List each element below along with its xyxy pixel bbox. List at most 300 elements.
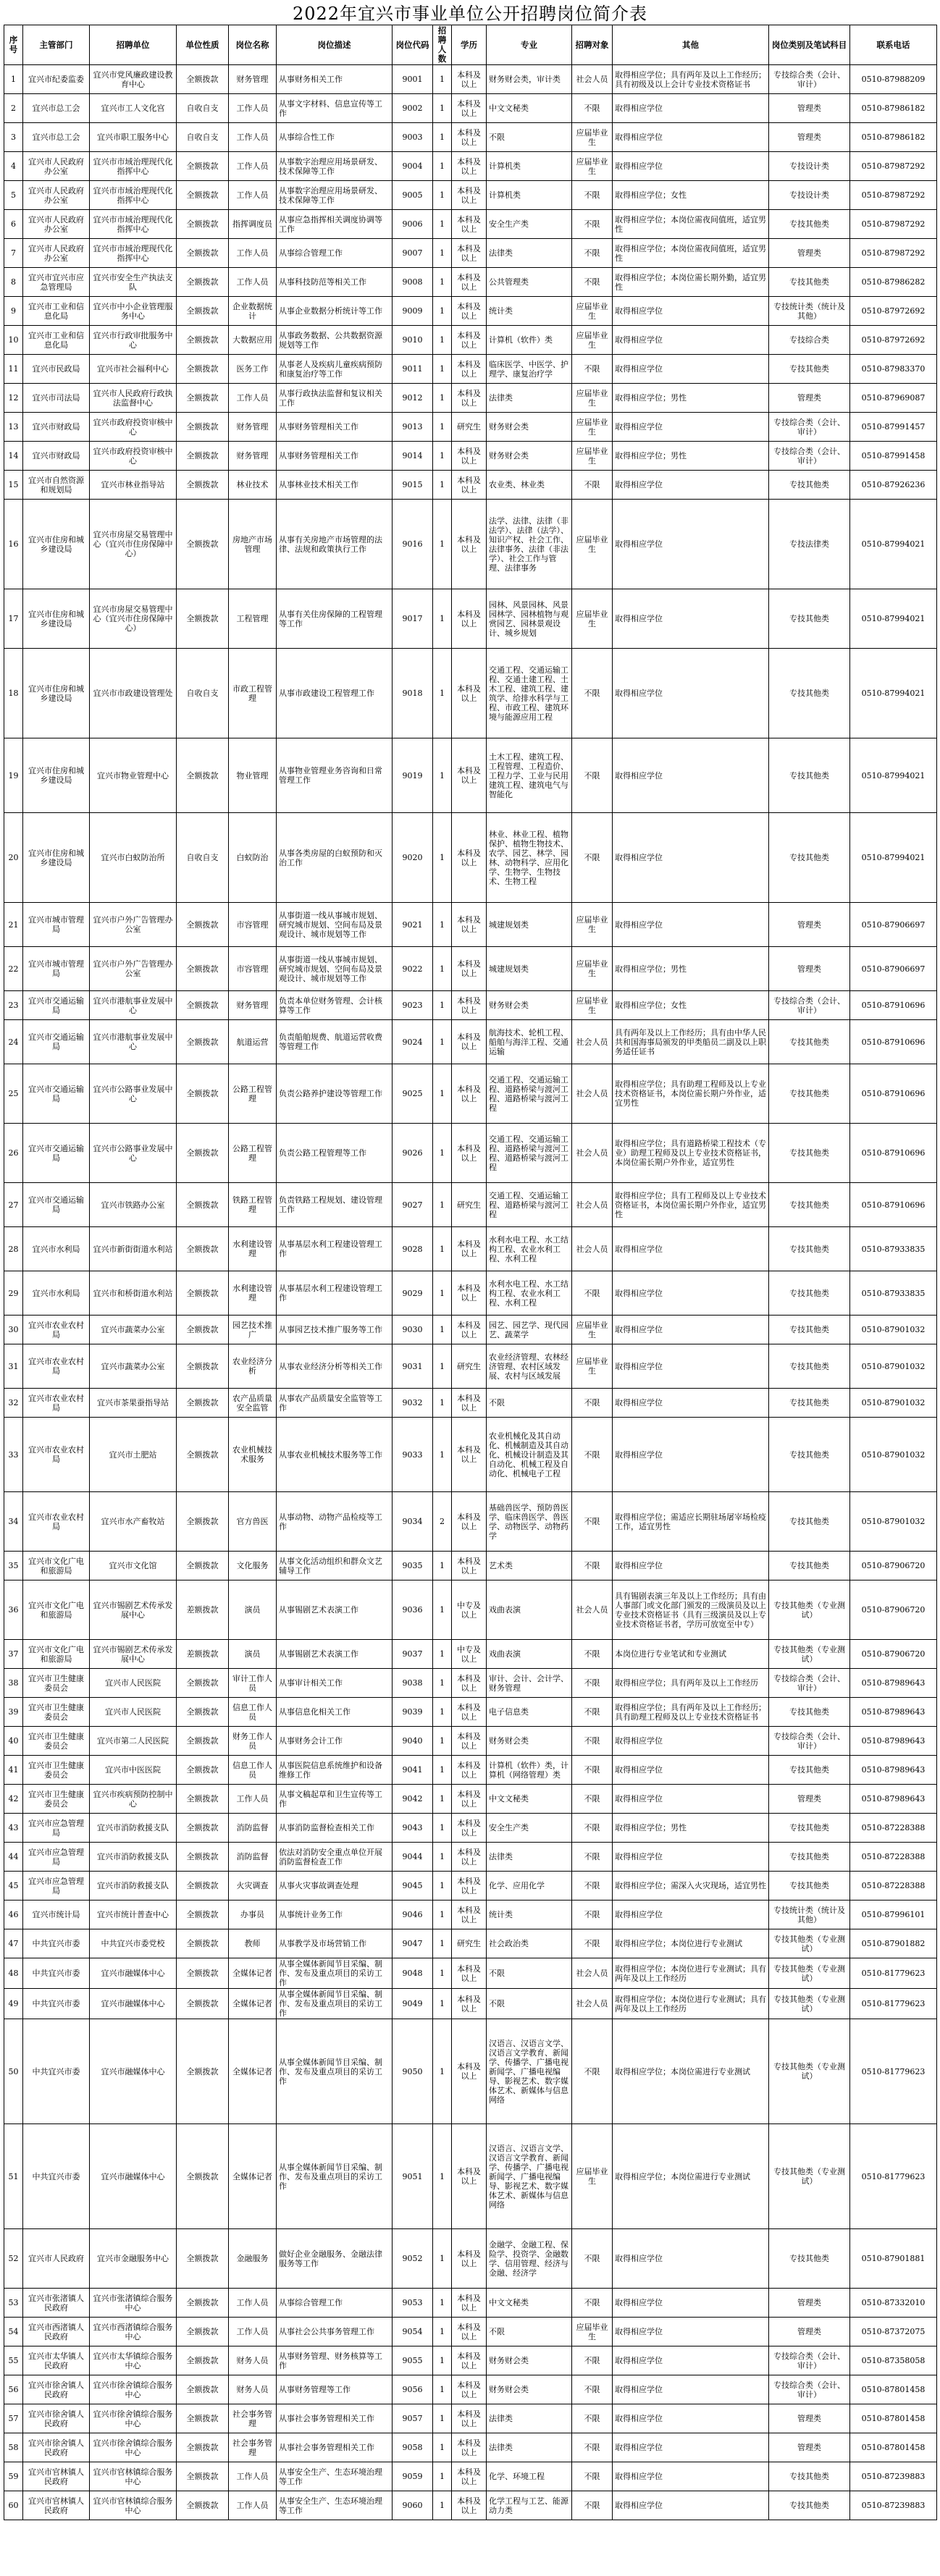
cell-target: 不限 [572,738,613,813]
cell-unit: 宜兴市徐舍镇综合服务中心 [90,2404,177,2433]
cell-category: 专技其他类（专业测试） [769,1958,850,1989]
cell-position: 演员 [229,1580,277,1640]
cell-education: 本科及以上 [452,123,487,152]
table-row [4,1872,937,1901]
cell-phone: 0510-87906720 [850,1580,937,1640]
cell-description: 从事社会事务管理相关工作 [277,2404,393,2433]
cell-phone: 0510-81779623 [850,2124,937,2229]
cell-count: 1 [433,94,452,123]
cell-description: 从事社会事务管理相关工作 [277,2433,393,2462]
cell-phone: 0510-87906697 [850,947,937,991]
cell-description: 从事数字治理应用场景研发、技术保障等工作 [277,181,393,210]
cell-unit-type: 全额拨款 [177,1344,229,1389]
cell-other: 取得相应学位；需深入火灾现场，适宜男性 [613,1872,769,1901]
cell-count: 1 [433,1814,452,1843]
cell-unit: 宜兴市融媒体中心 [90,1989,177,2019]
cell-index: 29 [4,1271,23,1316]
cell-count: 1 [433,2375,452,2404]
cell-category: 管理类 [769,2318,850,2346]
cell-category: 专技综合类 [769,326,850,355]
cell-unit-type: 全额拨款 [177,2318,229,2346]
cell-category: 专技其他类 [769,1872,850,1901]
cell-other: 取得相应学位 [613,1756,769,1785]
cell-education: 本科及以上 [452,268,487,297]
cell-department: 宜兴市人民政府办公室 [23,181,90,210]
cell-count: 1 [433,65,452,94]
cell-phone: 0510-87901032 [850,1389,937,1418]
cell-department: 宜兴市交通运输局 [23,991,90,1020]
cell-department: 宜兴市张渚镇人民政府 [23,2289,90,2318]
cell-other: 取得相应学位；具有助理工程师及以上专业技术资格证书，本岗位需长期户外作业，适宜男性 [613,1064,769,1124]
cell-category: 专技其他类（专业测试） [769,1580,850,1640]
cell-major: 城建规划类 [487,947,572,991]
header-position: 岗位名称 [229,25,277,65]
table-row [4,1727,937,1756]
cell-unit-type: 全额拨款 [177,2433,229,2462]
cell-other: 取得相应学位；本岗位进行专业测试 [613,1929,769,1958]
cell-major: 化学、环境工程 [487,2462,572,2491]
cell-education: 本科及以上 [452,94,487,123]
table-row [4,1785,937,1814]
cell-other: 具有锡剧表演三年及以上工作经历；具有由人事部门或文化部门颁发的三级演员及以上专业技术资格证书（具有三级演员及以上专业技术资格证书者，学历可放宽至中专） [613,1580,769,1640]
cell-count: 1 [433,268,452,297]
cell-count: 1 [433,1064,452,1124]
cell-other: 取得相应学位 [613,123,769,152]
cell-other: 取得相应学位 [613,471,769,500]
cell-description: 从事财务会计工作 [277,1727,393,1756]
cell-index: 4 [4,152,23,181]
cell-index: 14 [4,442,23,471]
cell-description: 从事基层水利工程建设管理工作 [277,1227,393,1271]
table-row [4,1316,937,1344]
cell-code: 9004 [393,152,433,181]
cell-department: 宜兴市统计局 [23,1901,90,1929]
cell-other: 取得相应学位；具有两年及以上工作经历；具有助理工程师及以上专业技术资格证书 [613,1698,769,1727]
cell-position: 财务管理 [229,65,277,94]
cell-description: 从事行政执法监督和复议相关工作 [277,384,393,413]
cell-description: 从事全媒体新闻节目采编、制作、发布及重点项目的采访工作 [277,2124,393,2229]
cell-phone: 0510-87332010 [850,2289,937,2318]
cell-target: 不限 [572,471,613,500]
cell-phone: 0510-87228388 [850,1814,937,1843]
cell-target: 不限 [572,1756,613,1785]
cell-code: 9011 [393,355,433,384]
cell-unit: 宜兴市市域治理现代化指挥中心 [90,152,177,181]
cell-code: 9056 [393,2375,433,2404]
cell-education: 本科及以上 [452,239,487,268]
cell-category: 专技其他类 [769,210,850,239]
cell-major: 社会政治类 [487,1929,572,1958]
cell-education: 本科及以上 [452,2491,487,2520]
cell-count: 1 [433,1756,452,1785]
cell-count: 1 [433,442,452,471]
cell-education: 本科及以上 [452,1124,487,1183]
cell-target: 不限 [572,1698,613,1727]
cell-count: 1 [433,2404,452,2433]
cell-position: 工作人员 [229,2462,277,2491]
cell-target: 不限 [572,2289,613,2318]
cell-code: 9018 [393,649,433,738]
cell-target: 不限 [572,1901,613,1929]
cell-position: 工作人员 [229,123,277,152]
cell-count: 1 [433,738,452,813]
cell-position: 审计工作人员 [229,1669,277,1698]
cell-code: 9014 [393,442,433,471]
cell-other: 取得相应学位 [613,649,769,738]
cell-position: 金融服务 [229,2229,277,2289]
cell-unit-type: 全额拨款 [177,2491,229,2520]
cell-other: 取得相应学位；具有工程师及以上专业技术资格证书，本岗位需长期户外作业，适宜男性 [613,1183,769,1227]
cell-code: 9019 [393,738,433,813]
cell-position: 指挥调度员 [229,210,277,239]
cell-other: 取得相应学位 [613,1727,769,1756]
cell-code: 9009 [393,297,433,326]
cell-department: 宜兴市农业农村局 [23,1492,90,1552]
cell-category: 管理类 [769,239,850,268]
cell-department: 宜兴市交通运输局 [23,1124,90,1183]
table-row [4,355,937,384]
cell-major: 财务财会类 [487,413,572,442]
cell-index: 13 [4,413,23,442]
table-row [4,1183,937,1227]
cell-phone: 0510-87989643 [850,1669,937,1698]
cell-phone: 0510-87910696 [850,991,937,1020]
cell-category: 专技设计类 [769,181,850,210]
cell-department: 宜兴市官林镇人民政府 [23,2462,90,2491]
cell-education: 本科及以上 [452,326,487,355]
cell-major: 财务财会类 [487,2346,572,2375]
cell-index: 53 [4,2289,23,2318]
cell-unit: 宜兴市蔬菜办公室 [90,1316,177,1344]
cell-unit-type: 全额拨款 [177,2019,229,2124]
cell-department: 中共宜兴市委 [23,1989,90,2019]
cell-phone: 0510-87926236 [850,471,937,500]
cell-education: 本科及以上 [452,947,487,991]
cell-other: 取得相应学位 [613,1785,769,1814]
table-row [4,326,937,355]
cell-index: 21 [4,903,23,947]
cell-description: 从事农产品质量安全监管等工作 [277,1389,393,1418]
cell-department: 中共宜兴市委 [23,1958,90,1989]
cell-target: 社会人员 [572,1958,613,1989]
cell-major: 法律类 [487,239,572,268]
cell-phone: 0510-81779623 [850,2019,937,2124]
cell-major: 临床医学、中医学、护理学、康复治疗学 [487,355,572,384]
cell-target: 应届毕业生 [572,123,613,152]
cell-major: 园艺、园艺学、现代园艺、蔬菜学 [487,1316,572,1344]
cell-unit-type: 全额拨款 [177,2346,229,2375]
cell-position: 房地产市场管理 [229,500,277,589]
cell-phone: 0510-87228388 [850,1872,937,1901]
cell-code: 9044 [393,1843,433,1872]
cell-count: 1 [433,813,452,903]
cell-count: 1 [433,1344,452,1389]
cell-description: 从事文字材料、信息宣传等工作 [277,94,393,123]
cell-code: 9054 [393,2318,433,2346]
cell-department: 宜兴市交通运输局 [23,1020,90,1064]
cell-code: 9053 [393,2289,433,2318]
cell-unit: 宜兴市白蚁防治所 [90,813,177,903]
cell-category: 专技其他类 [769,1418,850,1492]
table-row [4,1901,937,1929]
cell-major: 电子信息类 [487,1698,572,1727]
cell-code: 9006 [393,210,433,239]
cell-unit: 宜兴市职工服务中心 [90,123,177,152]
cell-code: 9010 [393,326,433,355]
cell-category: 专技其他类 [769,1064,850,1124]
cell-unit-type: 全额拨款 [177,1727,229,1756]
cell-count: 1 [433,210,452,239]
cell-education: 本科及以上 [452,903,487,947]
cell-target: 应届毕业生 [572,991,613,1020]
cell-index: 57 [4,2404,23,2433]
cell-other: 取得相应学位 [613,2375,769,2404]
cell-position: 铁路工程管理 [229,1183,277,1227]
cell-department: 宜兴市城市管理局 [23,947,90,991]
cell-other: 取得相应学位；男性 [613,442,769,471]
cell-phone: 0510-81779623 [850,1989,937,2019]
cell-unit-type: 全额拨款 [177,1316,229,1344]
cell-index: 44 [4,1843,23,1872]
cell-index: 55 [4,2346,23,2375]
cell-education: 本科及以上 [452,297,487,326]
cell-position: 官方兽医 [229,1492,277,1552]
cell-count: 1 [433,1418,452,1492]
cell-education: 本科及以上 [452,1552,487,1580]
cell-unit: 宜兴市统计普查中心 [90,1901,177,1929]
cell-description: 从事林业技术相关工作 [277,471,393,500]
cell-department: 宜兴市徐舍镇人民政府 [23,2375,90,2404]
cell-description: 从事应急指挥相关调度协调等工作 [277,210,393,239]
cell-education: 本科及以上 [452,589,487,649]
header-target: 招聘对象 [572,25,613,65]
cell-description: 从事有关住房保障的工程管理等工作 [277,589,393,649]
cell-code: 9025 [393,1064,433,1124]
cell-department: 宜兴市农业农村局 [23,1344,90,1389]
cell-target: 社会人员 [572,65,613,94]
cell-other: 取得相应学位 [613,500,769,589]
cell-position: 白蚁防治 [229,813,277,903]
cell-category: 专技其他类 [769,1389,850,1418]
cell-category: 专技统计类（统计及其他） [769,1901,850,1929]
cell-department: 宜兴市住房和城乡建设局 [23,649,90,738]
cell-index: 22 [4,947,23,991]
table-row [4,2375,937,2404]
cell-unit: 宜兴市人民医院 [90,1669,177,1698]
cell-index: 50 [4,2019,23,2124]
cell-phone: 0510-87801458 [850,2375,937,2404]
cell-education: 本科及以上 [452,2019,487,2124]
cell-department: 宜兴市工业和信息化局 [23,326,90,355]
cell-target: 不限 [572,1929,613,1958]
cell-department: 宜兴市卫生健康委员会 [23,1698,90,1727]
cell-phone: 0510-87901032 [850,1418,937,1492]
cell-count: 1 [433,239,452,268]
cell-unit: 宜兴市消防救援支队 [90,1814,177,1843]
cell-unit: 宜兴市房屋交易管理中心（宜兴市住房保障中心） [90,500,177,589]
cell-unit-type: 全额拨款 [177,1958,229,1989]
cell-description: 负责本单位财务管理、会计核算等工作 [277,991,393,1020]
cell-other: 取得相应学位 [613,2462,769,2491]
cell-position: 全媒体记者 [229,1989,277,2019]
cell-major: 中文文秘类 [487,2289,572,2318]
cell-other: 取得相应学位；本岗位需夜间值班，适宜男性 [613,239,769,268]
cell-education: 本科及以上 [452,738,487,813]
cell-department: 宜兴市司法局 [23,384,90,413]
cell-code: 9046 [393,1901,433,1929]
cell-department: 宜兴市财政局 [23,413,90,442]
cell-code: 9049 [393,1989,433,2019]
cell-target: 不限 [572,2491,613,2520]
cell-position: 全媒体记者 [229,1958,277,1989]
cell-unit-type: 全额拨款 [177,2289,229,2318]
cell-other: 取得相应学位；女性 [613,991,769,1020]
cell-education: 研究生 [452,1344,487,1389]
cell-major: 交通工程、交通运输工程、道路桥梁与渡河工程、道路桥梁与渡河工程 [487,1124,572,1183]
cell-index: 19 [4,738,23,813]
cell-description: 从事街道一线从事城市规划、研究城市规划、空间布局及景观设计、城市规划等工作 [277,903,393,947]
cell-education: 本科及以上 [452,1843,487,1872]
table-row [4,1389,937,1418]
cell-count: 1 [433,1989,452,2019]
cell-major: 水利水电工程、水工结构工程、农业水利工程、水利工程 [487,1227,572,1271]
table-row [4,649,937,738]
table-row [4,1064,937,1124]
cell-count: 1 [433,2491,452,2520]
cell-index: 56 [4,2375,23,2404]
cell-position: 工作人员 [229,268,277,297]
cell-education: 本科及以上 [452,1901,487,1929]
cell-category: 专技综合类（会计、审计） [769,1727,850,1756]
cell-education: 本科及以上 [452,471,487,500]
cell-other: 取得相应学位；需适应长期驻场屠宰场检疫工作，适宜男性 [613,1492,769,1552]
cell-target: 应届毕业生 [572,500,613,589]
cell-category: 专技综合类（会计、审计） [769,65,850,94]
cell-major: 不限 [487,1389,572,1418]
header-department: 主管部门 [23,25,90,65]
cell-other: 取得相应学位 [613,355,769,384]
cell-position: 火灾调查 [229,1872,277,1901]
cell-count: 1 [433,1183,452,1227]
cell-code: 9012 [393,384,433,413]
cell-phone: 0510-87987292 [850,210,937,239]
cell-unit-type: 全额拨款 [177,1929,229,1958]
table-row [4,813,937,903]
cell-department: 宜兴市卫生健康委员会 [23,1669,90,1698]
cell-unit: 宜兴市户外广告管理办公室 [90,947,177,991]
cell-unit: 宜兴市港航事业发展中心 [90,991,177,1020]
cell-unit: 宜兴市市域治理现代化指挥中心 [90,239,177,268]
cell-target: 应届毕业生 [572,442,613,471]
cell-department: 宜兴市水利局 [23,1227,90,1271]
cell-index: 6 [4,210,23,239]
cell-education: 本科及以上 [452,384,487,413]
cell-description: 从事园艺技术推广服务等工作 [277,1316,393,1344]
cell-other: 取得相应学位 [613,1552,769,1580]
cell-description: 从事财务管理相关工作 [277,413,393,442]
cell-phone: 0510-81779623 [850,1958,937,1989]
table-row [4,947,937,991]
cell-unit-type: 全额拨款 [177,1756,229,1785]
cell-unit-type: 全额拨款 [177,903,229,947]
cell-unit: 宜兴市人民医院 [90,1698,177,1727]
cell-unit-type: 全额拨款 [177,326,229,355]
cell-unit-type: 全额拨款 [177,384,229,413]
cell-major: 审计、会计、会计学、财务管理 [487,1669,572,1698]
cell-target: 不限 [572,1814,613,1843]
table-row [4,1344,937,1389]
cell-phone: 0510-87991457 [850,413,937,442]
cell-position: 信息工作人员 [229,1698,277,1727]
table-row [4,1756,937,1785]
cell-major: 法学、法律、法律（非法学）、法律（法学）、知识产权、社会工作、法律事务、法律（非法学）、社会工作与管理、法律事务 [487,500,572,589]
cell-category: 专技其他类 [769,1552,850,1580]
cell-index: 25 [4,1064,23,1124]
cell-phone: 0510-87910696 [850,1124,937,1183]
cell-position: 公路工程管理 [229,1124,277,1183]
cell-unit: 宜兴市行政审批服务中心 [90,326,177,355]
cell-count: 1 [433,1271,452,1316]
cell-description: 从事审计相关工作 [277,1669,393,1698]
cell-description: 负责公路工程管理等工作 [277,1124,393,1183]
cell-unit: 宜兴市土肥站 [90,1418,177,1492]
cell-major: 计算机类 [487,181,572,210]
cell-unit: 宜兴市市域治理现代化指挥中心 [90,210,177,239]
cell-target: 应届毕业生 [572,297,613,326]
cell-index: 46 [4,1901,23,1929]
cell-phone: 0510-87994021 [850,500,937,589]
cell-phone: 0510-87987292 [850,152,937,181]
cell-position: 全媒体记者 [229,2019,277,2124]
cell-major: 法律类 [487,2433,572,2462]
cell-unit-type: 全额拨款 [177,2375,229,2404]
cell-phone: 0510-87991458 [850,442,937,471]
header-other: 其他 [613,25,769,65]
cell-position: 财务管理 [229,991,277,1020]
cell-index: 26 [4,1124,23,1183]
cell-index: 32 [4,1389,23,1418]
cell-unit: 宜兴市公路事业发展中心 [90,1124,177,1183]
cell-description: 从事综合管理工作 [277,239,393,268]
table-row [4,1929,937,1958]
cell-position: 财务管理 [229,442,277,471]
cell-department: 宜兴市住房和城乡建设局 [23,500,90,589]
cell-unit: 宜兴市户外广告管理办公室 [90,903,177,947]
cell-count: 1 [433,991,452,1020]
cell-category: 专技其他类 [769,1756,850,1785]
cell-count: 1 [433,2229,452,2289]
cell-category: 管理类 [769,903,850,947]
cell-description: 从事文稿起草和卫生宣传等工作 [277,1785,393,1814]
cell-major: 中文文秘类 [487,1785,572,1814]
cell-index: 9 [4,297,23,326]
cell-unit: 宜兴市政府投资审核中心 [90,442,177,471]
cell-unit: 宜兴市党风廉政建设教育中心 [90,65,177,94]
cell-education: 本科及以上 [452,1872,487,1901]
cell-education: 本科及以上 [452,813,487,903]
cell-other: 取得相应学位；本岗位需夜间值班，适宜男性 [613,210,769,239]
cell-code: 9040 [393,1727,433,1756]
table-row [4,1020,937,1064]
cell-description: 依法对消防安全重点单位开展消防监督检查工作 [277,1843,393,1872]
cell-phone: 0510-87933835 [850,1227,937,1271]
cell-unit: 宜兴市官林镇综合服务中心 [90,2462,177,2491]
cell-education: 研究生 [452,1929,487,1958]
cell-code: 9037 [393,1640,433,1669]
cell-major: 农业经济管理、农林经济管理、农村区域发展、农村与区域发展 [487,1344,572,1389]
cell-education: 本科及以上 [452,1669,487,1698]
cell-major: 汉语言、汉语言文学、汉语言文学教育、新闻学、传播学、广播电视新闻学、广播电视编导、影视艺术、数字媒体艺术、新媒体与信息网络 [487,2124,572,2229]
